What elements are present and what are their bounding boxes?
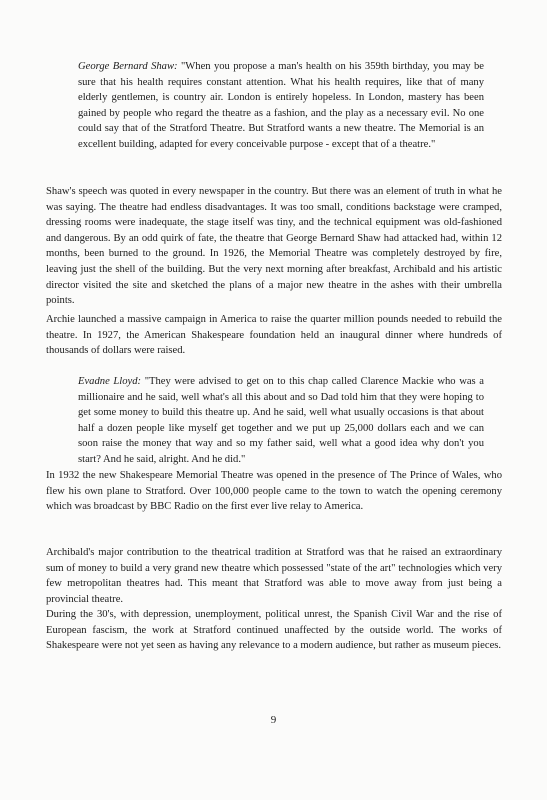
paragraph-shaw-speech: Shaw's speech was quoted in every newspaper in the country. But there was an element of truth in what he was saying. The theatre had endless disadvantages. It was too small, conditions backstage were cramped, dressing rooms were inadequate, the stage itself was tiny, and the technical equipment was old-fashioned and dangerous. By an odd quirk of fate, the theatre that George Bernard Shaw had attacked had, within 12 months, been burned to the ground. In 1926, the Memorial Theatre was completely destroyed by fire, leaving just the shell of the building. But the very next morning after breakfast, Archibald and his artistic director visited the site and sketched the plans of a major new theatre in the ashes with their umbrella points. [46,186,502,307]
quote-text: "When you propose a man's health on his 359th birthday, you may be sure that his health requires constant attention. What his health requires, like that of many elderly gentlemen, is country air. London is entirely hopeless. In London, mastery has been gained by people who regard the theatre as a fashion, and the play as a necessary evil. No one could say that of the Stratford Theatre. But Stratford wants a new theatre. The Memorial is an excellent building, adapted for every conceivable purpose - except that of a theatre." [78,61,484,150]
paragraph-opening-1932: In 1932 the new Shakespeare Memorial Theatre was opened in the presence of The Prince of Wales, who flew his own plane to Stratford. Over 100,000 people came to the town to watch the opening ceremony which was broadcast by BBC Radio on the first ever live relay to America. [46,470,502,513]
quote-speaker: George Bernard Shaw: [78,61,178,72]
quote-speaker: Evadne Lloyd: [78,376,142,387]
shaw-quote [78,59,484,153]
paragraph-thirties: During the 30's, with depression, unemployment, political unrest, the Spanish Civil War and the rise of European fascism, the work at Stratford continued unaffected by the outside world. The works of Shakespeare were not yet seen as having any relevance to a modern audience, but rather as museum pieces. [46,609,502,652]
quote-text: "They were advised to get on to this chap called Clarence Mackie who was a millionaire and he said, well what's all this about and so Dad told him that they were hoping to get some money to build this theatre up. And he said, well what usually occasions is that about half a dozen people like myself get together and we put up 25,000 dollars each and we can soon raise the money that way and so my father said, well what a good idea why don't you start? And he said, alright. And he did." [78,376,484,465]
lloyd-quote [78,374,484,468]
paragraph-contribution: Archibald's major contribution to the theatrical tradition at Stratford was that he raised an extraordinary sum of money to build a very grand new theatre which possessed "state of the art" technologies which very few metropolitan theatres had. This meant that Stratford was able to move away from just being a provincial theatre. [46,547,502,605]
paragraph-campaign: Archie launched a massive campaign in America to raise the quarter million pounds needed to rebuild the theatre. In 1927, the American Shakespeare foundation held an inaugural dinner where hundreds of thousands of dollars were raised. [46,314,502,357]
page-number: 9 [270,714,277,726]
